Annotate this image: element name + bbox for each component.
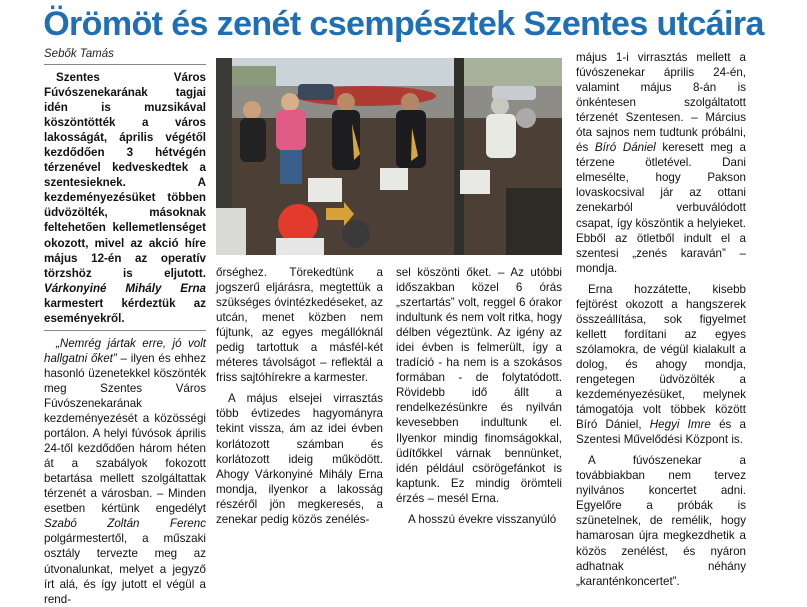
column-1 [44, 70, 206, 607]
col2-paragraph-1: őrséghez. Törekedtünk a jogszerű eljárásra, megtettük a szükséges óvintézkedéseket, az utcán, menet közben nem fújtunk, az egyes megállóknál pedig tartottuk a másfél-két méteres távolságot – reflektál a friss sajtóhírekre a karmester. [216, 266, 383, 385]
band-photo [216, 58, 562, 255]
lead-separator [44, 330, 206, 331]
col4-paragraph-2: Erna hozzátette, kisebb fejtörést okozott a hangszerek összeállítása, sok figyelmet kellett fordítani az egyes szólamokra, de végül kialakult a dolog, és ahogy mondja, rengetegen üdvözölték a kezdeményezésüket, melynek támogatója volt többek között Bíró Dániel, Hegyi Imre és a Szentesi Művelődési Központ is. [576, 282, 746, 447]
column-2 [216, 265, 383, 527]
col4-paragraph-3: A fúvószenekar a továbbiakban nem tervez nyilvános koncertet adni. Egyelőre a próbák is szünetelnek, de remélik, hogy hamarosan újra megkezdhetik a közös zenélést, és nyáron adhatnak néhány „karanténkoncertet”. [576, 454, 746, 588]
imre-name: Hegyi Imre [649, 418, 711, 432]
col3-paragraph-2: A hosszú évekre visszanyúló [408, 512, 557, 526]
column-4 [576, 50, 746, 589]
lead-paragraph: Szentes Város Fúvószenekarának tagjai idén is muzsikával köszöntötték a város lakosságát, április végétől kezdődően 3 hétvégén térzenével kedveskedtek a szentesieknek. A kezdeményezésüket többen üdvözölték, másoknak feltehetően kellemetlenséget okozott, mivel az akció híre május 12-én az operatív törzshöz is eljutott. Várkonyiné Mihály Erna karmestert kérdeztük az eseményekről. [44, 71, 206, 325]
column-3 [396, 265, 562, 527]
byline-rule [44, 64, 206, 65]
col4-paragraph-1: május 1-i virrasztás mellett a fúvószenekar április 24-én, valamint május 8-án is önkéntesen szolgáltatott térzenét Szentesen. – Március óta sajnos nem tudtunk próbálni, és Bíró Dániel keresett meg a térzene ötletével. Dani elmesélte, hogy Pakson lovaskocsival jár az ottani zenekarból verbuválódott csapat, így köszöntik a helyieket. Ebből az ötletből indult el a szentesi „zenés karaván” – mondja. [576, 51, 746, 275]
daniel-name: Bíró Dániel [594, 141, 656, 155]
col2-paragraph-2: A május elsejei virrasztás több évtizedes hagyományra tekint vissza, ám az idei évben korlátozott számban és korlátozott ideig működött. Ahogy Várkonyiné Mihály Erna mondja, ilyenkor a lakosság részéről jön megkeresés, a zenekar pedig közös zenélés- [216, 392, 383, 526]
col3-paragraph-1: sel köszönti őket. – Az utóbbi időszakban közel 6 órás „szertartás” volt, reggel 6 órakor indultunk és nem volt ritka, hogy délben végeztünk. Az igény az idei évben is felmerült, így a tradíció - ha nem is a szokásos formában - de folytatódott. Rövidebb idő állt a rendelkezésünkre és nyilván kevesebben indultunk el. Ilyenkor mindig finomságokkal, üdítőkkel várnak bennünket, idén például csörögefánkot is kaptunk. Ez mindig örömteli érzés – mesél Erna. [396, 266, 562, 505]
headline: Örömöt és zenét csempésztek Szentes utcáira [43, 5, 764, 43]
quote-text: „Nemrég jártak erre, jó volt hallgatni őket” [44, 336, 206, 365]
mayor-name: Szabó Zoltán Ferenc [44, 517, 206, 531]
lead-author-name: Várkonyiné Mihály Erna [44, 281, 206, 295]
col1-paragraph: „Nemrég jártak erre, jó volt hallgatni őket” – ilyen és ehhez hasonló üzenetekkel köszönték meg Szentes Város Fúvószenekarának kezdeményezését a közösségi portálon. A helyi fúvósok április 24-től kezdődően három héten át a szabályok fokozott betartása mellett szolgáltattak térzenét a városban. – Minden esetben kértünk engedélyt Szabó Zoltán Ferenc polgármestertől, a műszaki osztály tervezte meg az útvonalunkat, melyet a jegyző írt alá, és így jutott el végül a rend- [44, 336, 206, 606]
author-byline: Sebők Tamás [44, 48, 114, 60]
band-photo-illustration [216, 58, 562, 255]
